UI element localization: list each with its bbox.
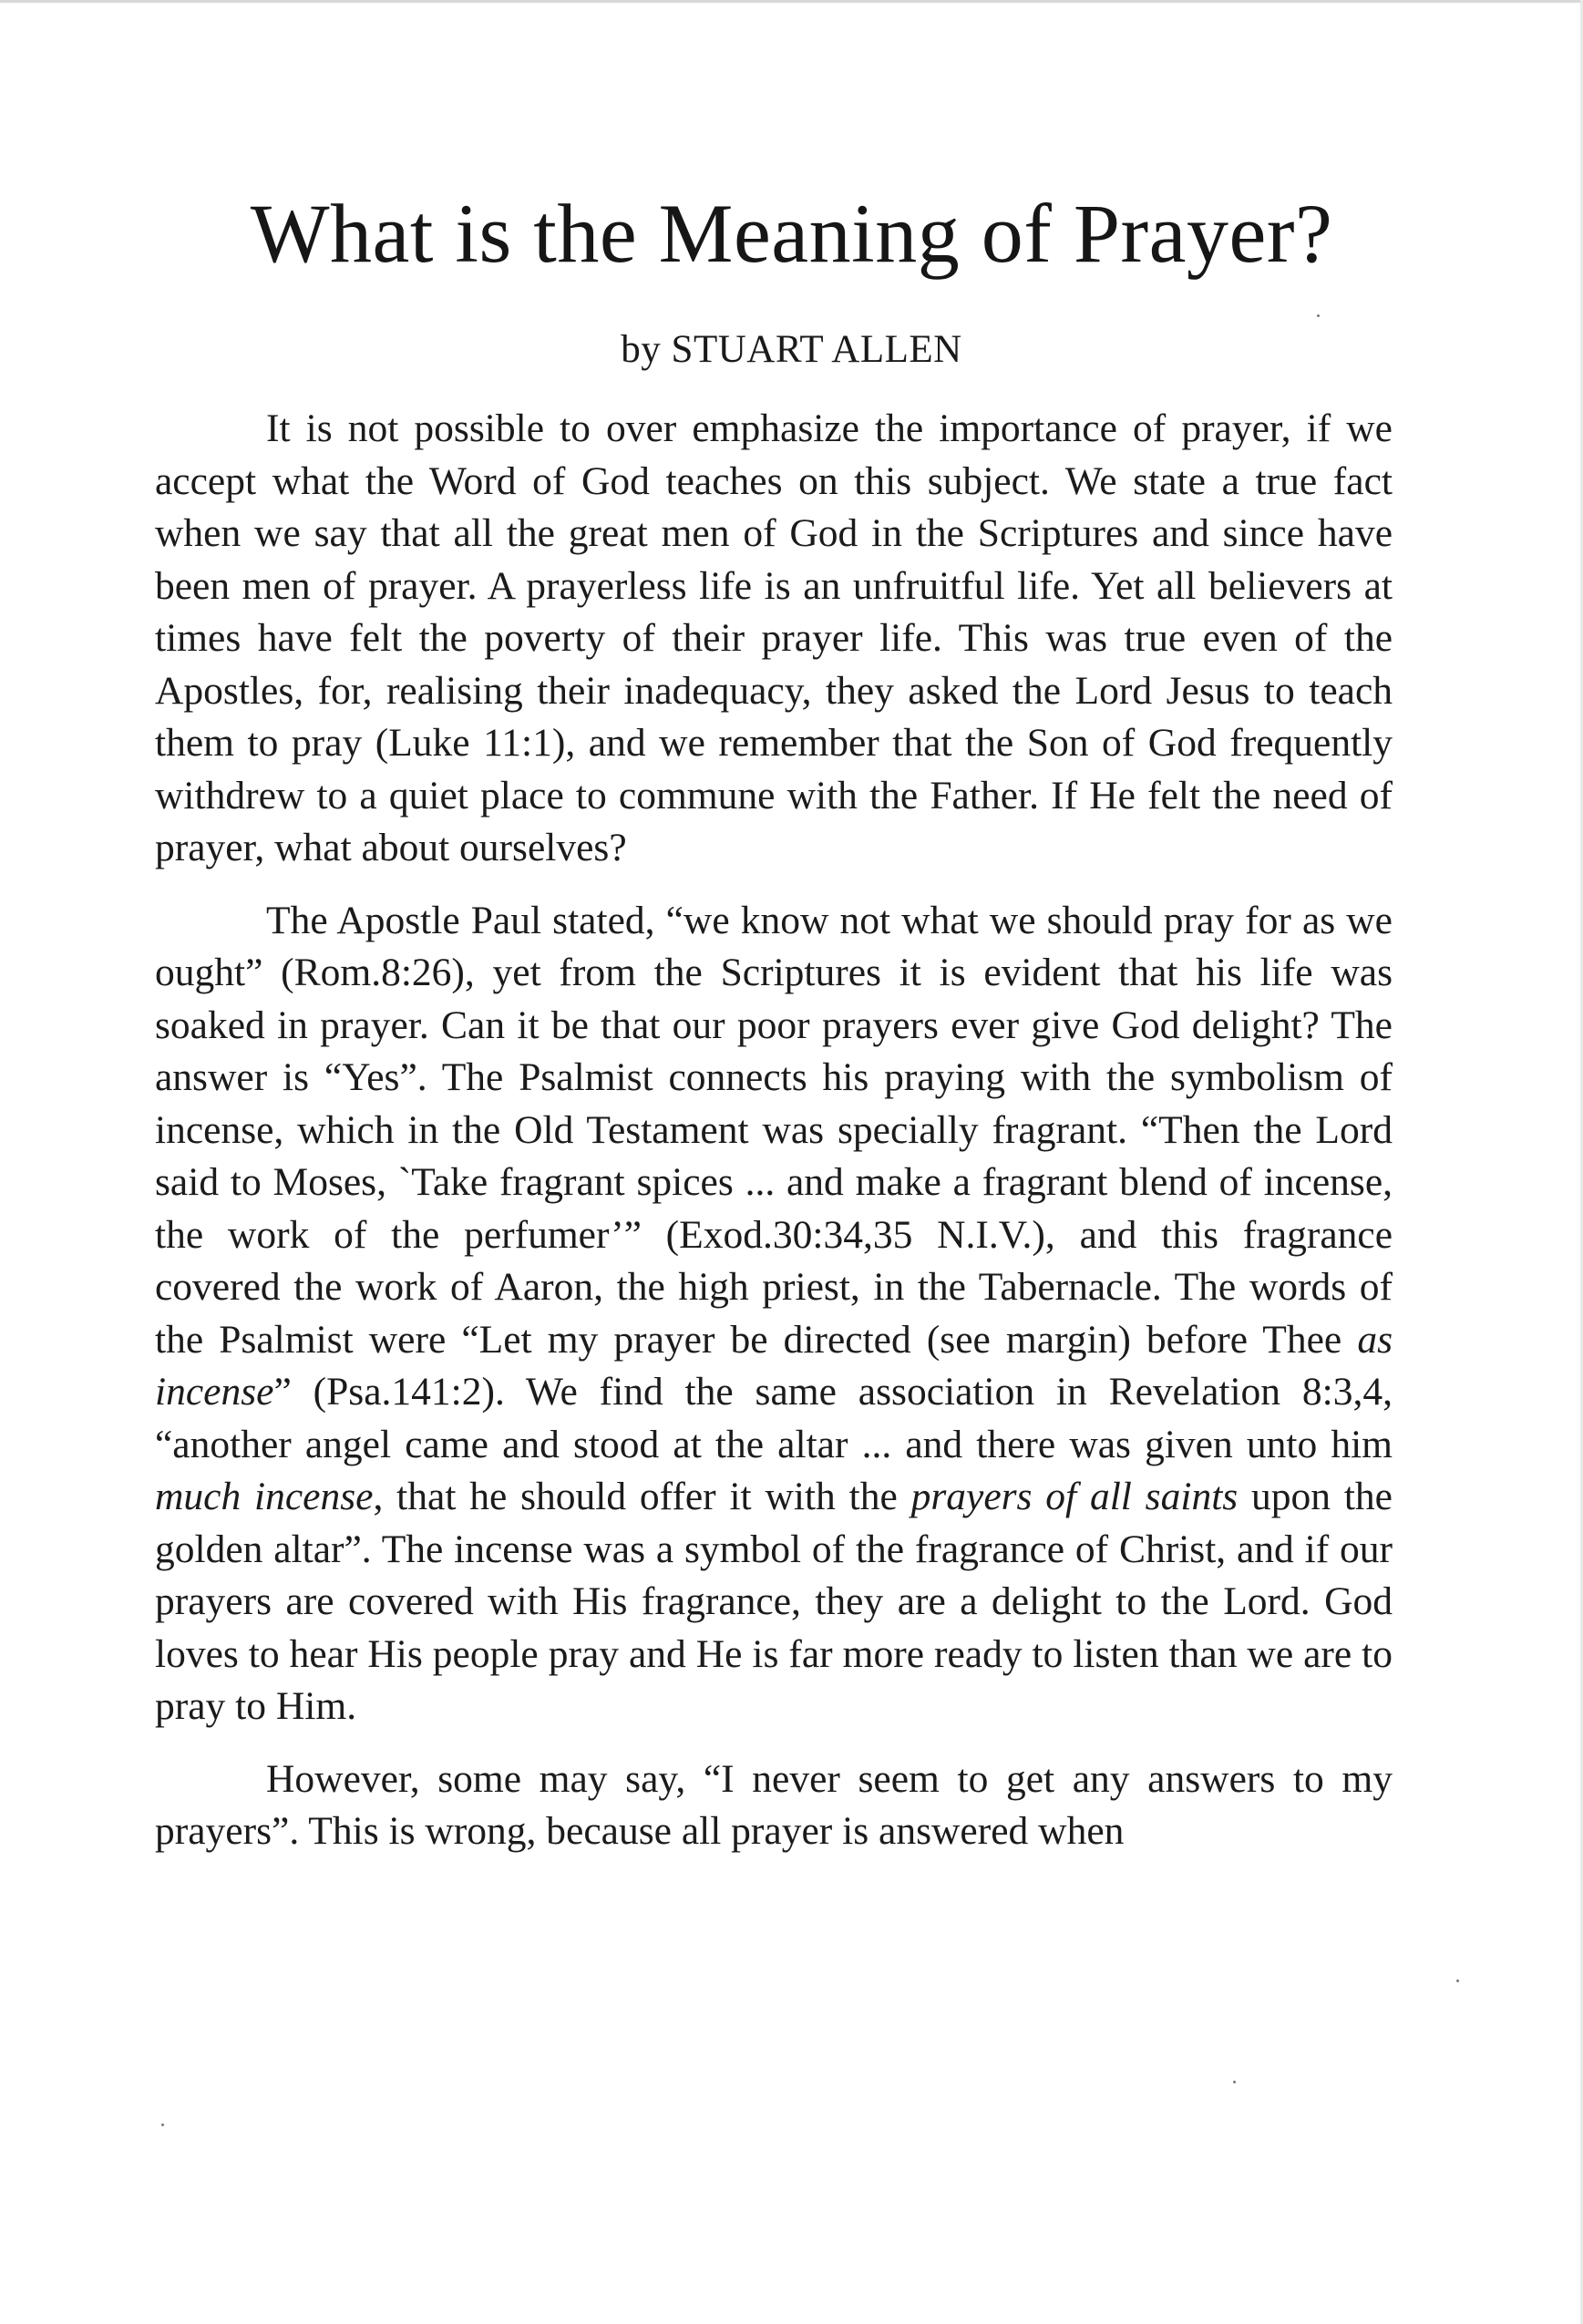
italic-emphasis: much incense bbox=[155, 1475, 374, 1518]
scan-speck bbox=[1456, 1980, 1459, 1982]
article-title: What is the Meaning of Prayer? bbox=[250, 187, 1333, 280]
article-byline: by STUART ALLEN bbox=[621, 328, 962, 371]
scan-speck bbox=[1233, 2081, 1236, 2083]
article-body bbox=[155, 403, 1393, 1858]
paragraph-text: upon the golden altar”. The incense was a symbol of the fragrance of Christ, and if our prayers are covered with His fragrance, they are a delight to the Lord. God loves to hear His people pray and He is far more ready to listen than we are to pray to Him. bbox=[155, 1475, 1393, 1728]
paragraph-text: However, some may say, “I never seem to get any answers to my prayers”. This is wrong, because all prayer is answered when bbox=[155, 1756, 1393, 1853]
paragraph-text: , that he should offer it with the bbox=[373, 1475, 911, 1518]
italic-emphasis: as incense bbox=[155, 1317, 1393, 1414]
scan-speck bbox=[1317, 314, 1320, 317]
paragraph-text: ” (Psa.141:2). We find the same association in Revelation 8:3,4, “another angel came and stood at the altar ... and there was given unto him bbox=[155, 1370, 1393, 1466]
body-paragraph bbox=[155, 895, 1393, 1733]
scan-speck bbox=[161, 2123, 164, 2126]
paragraph-text: It is not possible to over emphasize the importance of prayer, if we accept what the Word of God teaches on this subject. We state a true fact when we say that all the great men of God in the Scriptures and since have been men of prayer. A prayerless life is an unfruitful life. Yet all believers at times have felt the poverty of their prayer life. This was true even of the Apostles, for, realising their inadequacy, they asked the Lord Jesus to teach them to pray (Luke 11:1), and we remember that the Son of God frequently withdrew to a quiet place to commune with the Father. If He felt the need of prayer, what about ourselves? bbox=[155, 406, 1393, 869]
scan-top-edge bbox=[0, 0, 1580, 3]
body-paragraph bbox=[155, 1753, 1393, 1858]
body-paragraph bbox=[155, 403, 1393, 875]
italic-emphasis: prayers of all saints bbox=[910, 1475, 1239, 1518]
paragraph-text: The Apostle Paul stated, “we know not what we should pray for as we ought” (Rom.8:26), yet from the Scriptures it is evident that his life was soaked in prayer. Can it be that our poor prayers ever give God delight? The answer is “Yes”. The Psalmist connects his praying with the symbolism of incense, which in the Old Testament was specially fragrant. “Then the Lord said to Moses, `Take fragrant spices ... and make a fragrant blend of incense, the work of the perfumer’” (Exod.30:34,35 N.I.V.), and this fragrance covered the work of Aaron, the high priest, in the Tabernacle. The words of the Psalmist were “Let my prayer be directed (see margin) before Thee bbox=[155, 898, 1393, 1362]
